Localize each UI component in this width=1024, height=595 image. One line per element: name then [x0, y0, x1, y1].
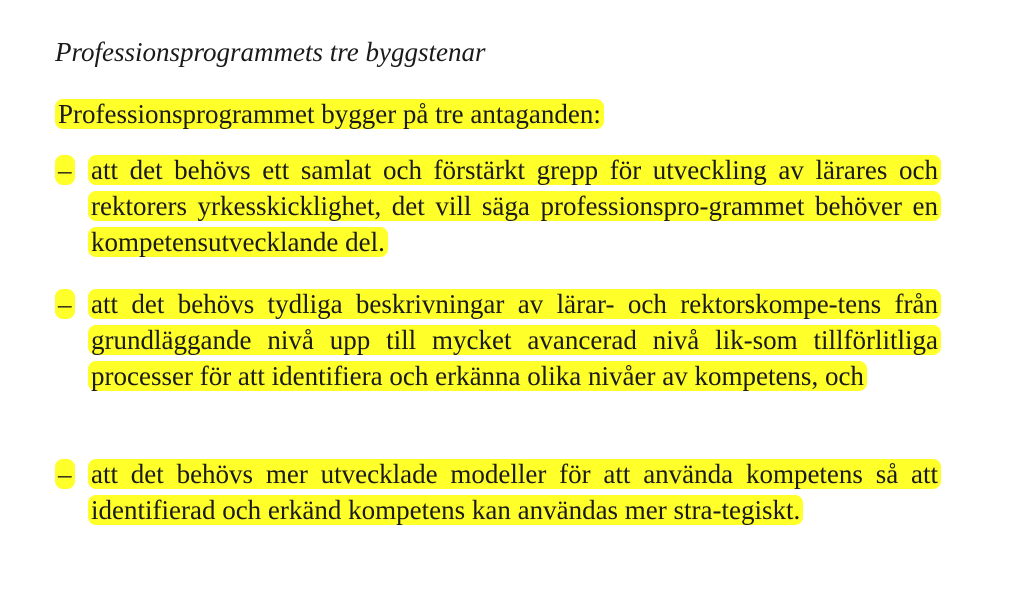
list-item [55, 152, 941, 260]
item-highlight: att det behövs tydliga beskrivningar av lärar- och rektorskompe-tens från grundläggande nivå upp till mycket avancerad nivå lik-som tillförlitliga processer för att identifiera och erkänna olika nivåer av kompetens, och [88, 289, 941, 391]
list-item-text [88, 152, 941, 260]
bullet-highlight: – [55, 459, 75, 489]
list-item [55, 286, 941, 394]
bullet-dash [55, 456, 75, 492]
list-item-text [88, 286, 941, 394]
bullet-dash [55, 152, 75, 188]
list-item [55, 456, 941, 528]
intro-paragraph [55, 96, 604, 132]
bullet-highlight: – [55, 289, 75, 319]
intro-highlight: Professionsprogrammet bygger på tre antaganden: [55, 99, 604, 129]
item-highlight: att det behövs ett samlat och förstärkt grepp för utveckling av lärares och rektorers yrkesskicklighet, det vill säga professionspro-grammet behöver en kompetensutvecklande del. [88, 155, 941, 257]
bullet-dash [55, 286, 75, 322]
item-highlight: att det behövs mer utvecklade modeller för att använda kompetens så att identifierad och erkänd kompetens kan användas mer stra-tegiskt. [88, 459, 941, 525]
bullet-highlight: – [55, 155, 75, 185]
list-item-text [88, 456, 941, 528]
section-subheading: Professionsprogrammets tre byggstenar [55, 37, 486, 67]
